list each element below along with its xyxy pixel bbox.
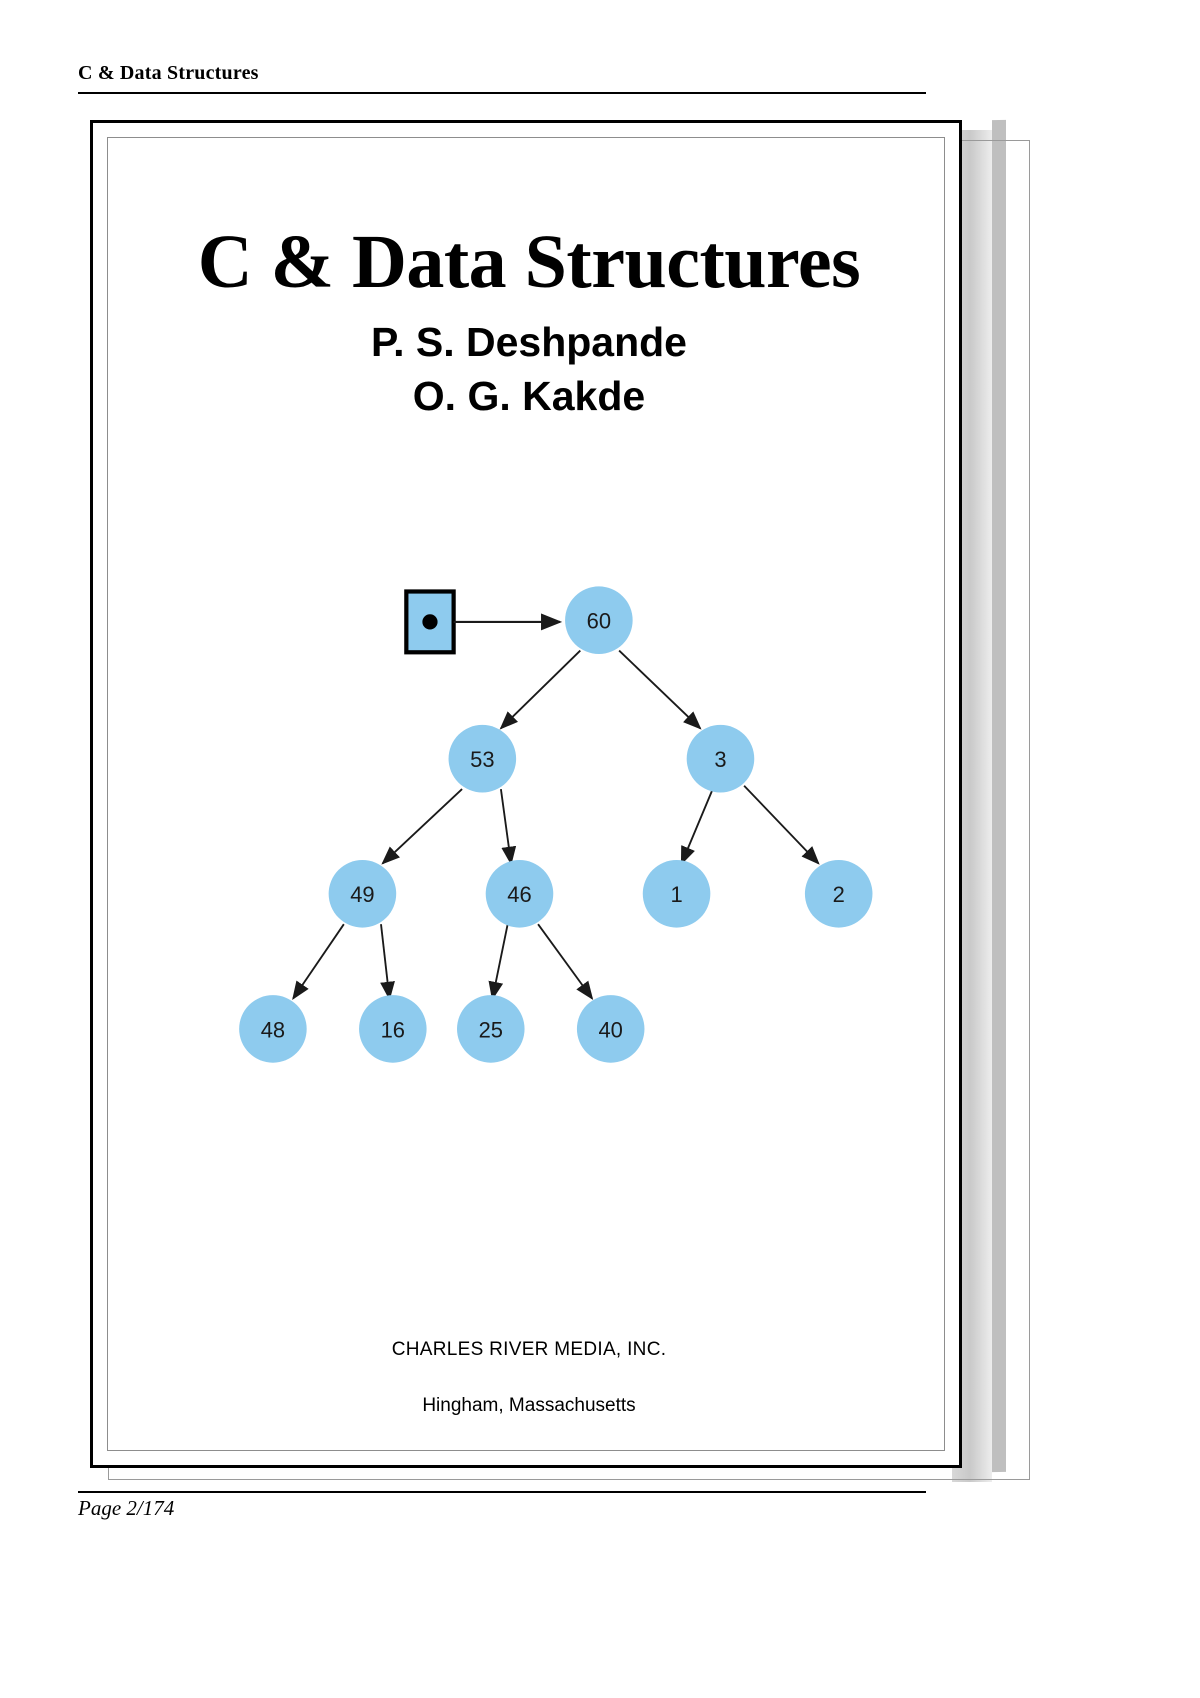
footer-divider [78, 1491, 926, 1493]
running-header: C & Data Structures [78, 62, 259, 84]
tree-node-3: 3 [714, 747, 727, 773]
tree-node-1: 1 [670, 882, 683, 908]
tree-node-49: 49 [350, 882, 375, 908]
cover-author-2: O. G. Kakde [412, 373, 646, 419]
binary-tree-diagram [153, 523, 913, 1143]
tree-node-25: 25 [478, 1017, 503, 1043]
tree-node-2: 2 [832, 882, 845, 908]
tree-nodes [239, 586, 872, 1062]
cover-city: Hingham, Massachusetts [422, 1395, 636, 1416]
tree-node-48: 48 [260, 1017, 286, 1043]
cover-title: C & Data Structures [197, 220, 861, 304]
root-pointer-box [406, 591, 453, 652]
page-number: Page 2/174 [78, 1496, 175, 1520]
tree-node-60: 60 [586, 608, 612, 634]
cover-publisher: CHARLES RIVER MEDIA, INC. [391, 1339, 667, 1360]
tree-node-53: 53 [470, 747, 495, 773]
cover-author-1: P. S. Deshpande [371, 319, 687, 365]
tree-node-16: 16 [380, 1017, 406, 1043]
tree-node-40: 40 [598, 1017, 623, 1043]
book-cover-illustration [90, 120, 1032, 1490]
header-divider [78, 92, 926, 94]
tree-edges [293, 651, 818, 999]
book-front-cover [90, 120, 962, 1468]
tree-node-46: 46 [507, 882, 532, 908]
